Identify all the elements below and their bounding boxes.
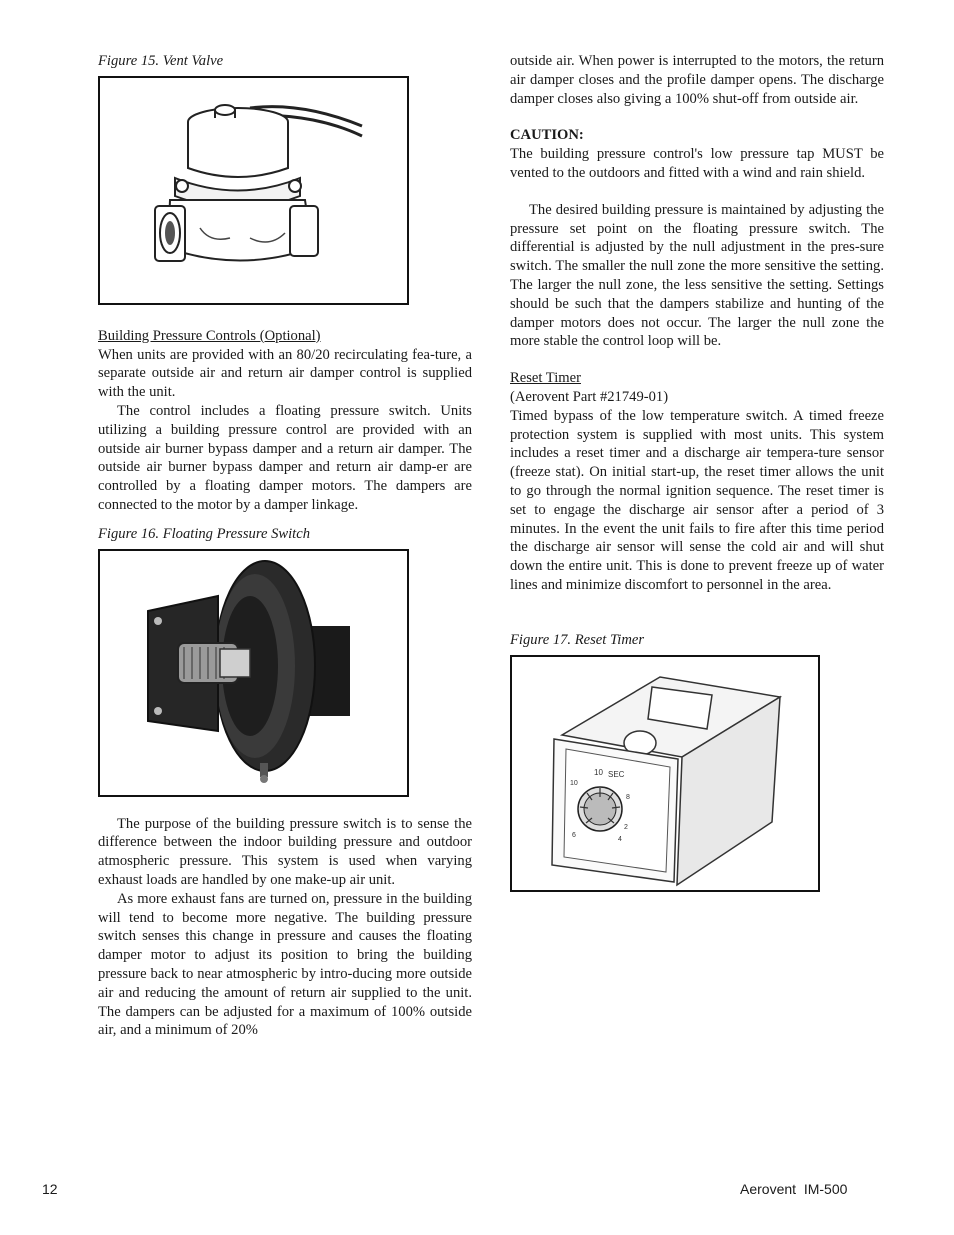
right-column [510,52,884,892]
timer-tick-label: 2 [624,823,628,831]
reset-timer-part-number: (Aerovent Part #21749-01) [510,388,669,405]
figure-16-floating-pressure-switch-image [98,549,409,797]
figure-17-caption: Figure 17. Reset Timer [510,631,645,648]
figure-17-reset-timer-image [510,655,820,892]
paragraph-outside-air-continued: outside air. When power is interrupted to the motors, the return air damper closes and the profile damper opens. The discharge damper closes also giving a 100% shut-off from outside air. [510,53,884,107]
paragraph-desired-building-pressure: The desired building pressure is maintained by adjusting the pressure set point on the floating pressure switch. The differential is adjusted by the null adjustment in the pres-sure switch. The smaller the null zone the more sensitive the setting. The larger the null zone, the less sensitive the setting. Settings should be such that the dampers stabilize and hunting of the damper motors does not occur. The larger the null zone the more stable the control loop will be. [510,201,884,350]
section-heading-reset-timer: Reset Timer [510,370,581,387]
paragraph-purpose-of-switch: The purpose of the building pressure switch is to sense the difference between the indoor building pressure and outdoor atmospheric pressure. This system is used when varying exhaust loads are handled by one make-up air unit. [98,815,472,888]
caution-label: CAUTION: [510,127,584,144]
timer-tick-label: 6 [572,831,576,839]
timer-tick-label: 4 [618,835,622,843]
timer-unit-label: SEC [608,769,625,779]
document-id: Aerovent IM-500 [740,1181,848,1197]
paragraph-exhaust-fans: As more exhaust fans are turned on, pressure in the building will tend to become more negative. The building pressure switch senses this change in pressure and causes the floating damper motor to adjust its position to bring the building pressure back to near atmospheric by intro-ducing more outside air and reducing the amount of return air supplied to the unit. The dampers can be adjusted for a maximum of 100% outside air, and a minimum of 20% [98,890,472,1039]
paragraph-timed-bypass: Timed bypass of the low temperature switch. A timed freeze protection system is supplied with most units. This system includes a reset timer and a discharge air tempera-ture sensor (freeze stat). On initial start-up, the reset timer allows the unit to go through the normal ignition sequence. The reset timer is set to engage the discharge air sensor after a period of 3 minutes. In the event the unit fails to fire after this time period the discharge air sensor will sense the cold air and will shut down the entire unit. This is done to prevent freeze up of water lines and minimize discomfort to personnel in the area. [510,407,884,593]
paragraph-80-20-recirculating: When units are provided with an 80/20 recirculating fea-ture, a separate outside air and return air damper control is supplied with the unit. [98,346,472,401]
timer-tick-label: 8 [626,793,630,801]
figure-16-caption: Figure 16. Floating Pressure Switch [98,525,310,542]
figure-15-caption: Figure 15. Vent Valve [98,53,224,69]
section-heading-building-pressure: Building Pressure Controls (Optional) [98,327,321,344]
timer-scale-max-label: 10 [594,767,603,777]
left-column [98,52,472,1040]
paragraph-control-includes: The control includes a floating pressure switch. Units utilizing a building pressure control are provided with an outside air burner bypass damper and a return air damper. The outside air burner bypass damper and return air damp-er are controlled by a floating damper motors. The dampers are connected to the motor by a damper linkage. [98,402,472,513]
caution-text: The building pressure control's low pressure tap MUST be vented to the outdoors and fitted with a wind and rain shield. [510,146,884,181]
page-number: 12 [42,1181,58,1197]
timer-tick-label: 10 [570,779,578,787]
figure-15-vent-valve-image [98,76,409,305]
